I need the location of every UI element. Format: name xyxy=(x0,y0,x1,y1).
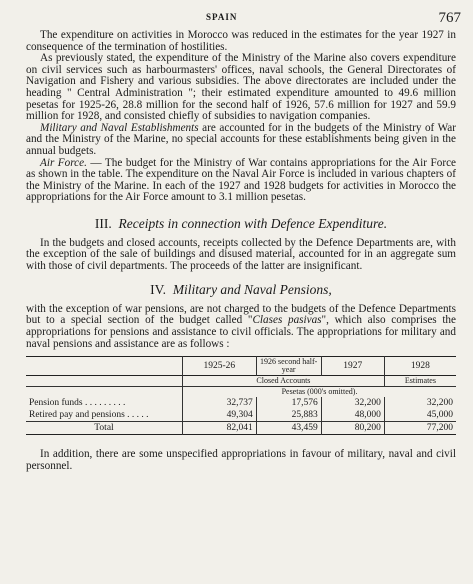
unit-label: Pesetas (000's omitted). xyxy=(183,387,457,398)
page-number: 767 xyxy=(438,10,461,26)
cell-value: 43,459 xyxy=(256,422,321,435)
col-1926-second-half: 1926 second half-year xyxy=(256,357,321,376)
paragraph-receipts: In the budgets and closed accounts, receipts collected by the Defence Departments are, with the exception of the sale of buildings and disused material, accounted for in an aggregate sum with those of civil departments. The proceeds of the latter are insignificant. xyxy=(26,236,456,272)
table-unit-row xyxy=(26,387,456,398)
cell-value: 77,200 xyxy=(384,422,456,435)
page-header xyxy=(0,9,473,29)
table-total-row xyxy=(26,422,456,435)
col-1927: 1927 xyxy=(321,357,384,376)
paragraph-establishments xyxy=(26,123,456,158)
running-title: SPAIN xyxy=(206,12,238,22)
cell-value: 17,576 xyxy=(256,397,321,409)
paragraph-morocco: The expenditure on activities in Morocco was reduced in the estimates for the year 1927 in consequence of the termination of hostilities. xyxy=(26,29,456,53)
cell-value: 32,200 xyxy=(384,397,456,409)
paragraph-pensions xyxy=(26,304,456,350)
paragraph-closing: In addition, there are some unspecified appropriations in favour of military, naval and civil personnel. xyxy=(26,448,456,472)
establishments-label: Military and Naval Establishments xyxy=(40,121,199,134)
table-subheader-row xyxy=(26,376,456,387)
air-force-label: Air Force. xyxy=(40,156,87,169)
air-force-text: — The budget for the Ministry of War contains appropriations for the Air Force as shown in the table. The expenditure on the Naval Air Force is included in various chapters of the Ministry of the Marine. In each of the 1927 and 1928 budgets for activities in Morocco the appropriations for the Air Force amount to 3.1 million pesetas. xyxy=(26,156,457,204)
cell-value: 45,000 xyxy=(384,409,456,422)
establishments-text: are accounted for in the budgets of the Ministry of War and the Ministry of the Marine, no special accounts for these establishments being given in the annual budgets. xyxy=(26,121,456,157)
cell-value: 32,200 xyxy=(321,397,384,409)
cell-value: 82,041 xyxy=(183,422,257,435)
page-body xyxy=(26,30,456,472)
paragraph-air-force xyxy=(26,158,456,204)
col-1928: 1928 xyxy=(384,357,456,376)
col-1925-26: 1925-26 xyxy=(183,357,257,376)
pensions-text-a: with the exception of war pensions, are not charged to the budgets of the Defence Departments but to a special section of the budget called " xyxy=(26,302,456,327)
section-heading-pensions xyxy=(26,284,456,296)
table-row xyxy=(26,409,456,422)
cell-value: 49,304 xyxy=(183,409,257,422)
estimates-label: Estimates xyxy=(384,376,456,387)
row-label: Pension funds . . . . . . . . . xyxy=(29,398,126,409)
section-3-title: Receipts in connection with Defence Expenditure. xyxy=(118,215,388,231)
table-row xyxy=(26,397,456,409)
cell-value: 32,737 xyxy=(183,397,257,409)
section-4-title: Military and Naval Pensions, xyxy=(172,282,332,298)
cell-value: 48,000 xyxy=(321,409,384,422)
closed-accounts-label: Closed Accounts xyxy=(183,376,385,387)
section-heading-receipts xyxy=(26,215,456,231)
clases-pasivas-term: Clases pasivas xyxy=(252,314,322,327)
cell-value: 25,883 xyxy=(256,409,321,422)
cell-value: 80,200 xyxy=(321,422,384,435)
section-3-numeral: III. xyxy=(94,215,112,231)
total-label: Total xyxy=(26,422,183,435)
pensions-text-b: ", which also comprises the appropriations for pensions and assistance to civil officials. The appropriations for military and naval pensions and assistance are as follows : xyxy=(26,314,456,350)
table-header-row xyxy=(26,357,456,376)
section-4-numeral: IV. xyxy=(150,282,167,298)
row-label: Retired pay and pensions . . . . . xyxy=(29,410,149,421)
paragraph-marine: As previously stated, the expenditure of the Ministry of the Marine also covers expenditure on civil services such as harbourmasters' offices, naval schools, the General Directorates of Navigation and Fishery and various subsidies. The above directorates are included under the heading " Central Administration "; their estimated expenditure amounted to 49.6 million pesetas for 1925-26, 28.8 million for the second half of 1926, 57.6 million for 1927 and 59.9 million for 1928, and consisted chiefly of subsidies to navigation companies. xyxy=(26,52,456,123)
pensions-table xyxy=(26,356,456,435)
